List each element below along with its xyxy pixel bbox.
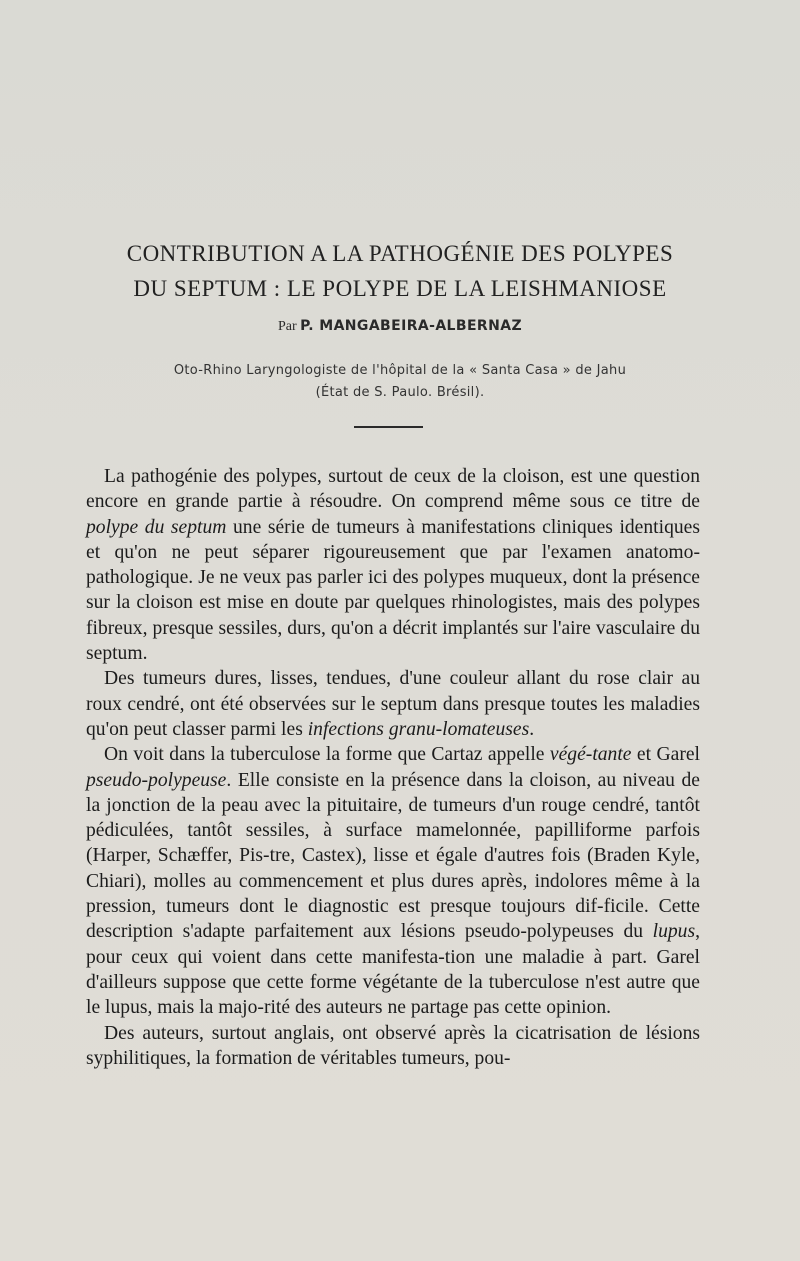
paragraph-4: Des auteurs, surtout anglais, ont observé après la cicatrisation de lésions syphilitiques, la formation de véritables tumeurs, pou- — [86, 1022, 700, 1069]
affiliation-line-2: (État de S. Paulo. Brésil). — [315, 385, 485, 400]
separator-rule — [354, 426, 423, 428]
title-line-2: DU SEPTUM : LE POLYPE DE LA LEISHMANIOSE — [133, 276, 667, 301]
article-body — [86, 464, 700, 1071]
paragraph-3: On voit dans la tuberculose la forme que Cartaz appelle végé-tante et Garel pseudo-polypeuse. Elle consiste en la présence dans la cloison, au niveau de la jonction de la peau avec la pituitaire, de tumeurs d'un rouge cendré, tantôt pédiculées, tantôt sessiles, à surface mamelonnée, papilliforme parfois (Harper, Schæffer, Pis-tre, Castex), lisse et égale d'autres fois (Braden Kyle, Chiari), molles au commencement et plus dures après, indolores même à la pression, tumeurs dont le diagnostic est presque toujours dif-ficile. Cette description s'adapte parfaitement aux lésions pseudo-polypeuses du lupus, pour ceux qui voient dans cette manifesta-tion une maladie à part. Garel d'ailleurs suppose que cette forme végétante de la tuberculose n'est autre que le lupus, mais la majo-rité des auteurs ne partage pas cette opinion. — [86, 744, 700, 1019]
title-line-1: CONTRIBUTION A LA PATHOGÉNIE DES POLYPES — [126, 241, 674, 266]
paragraph-1: La pathogénie des polypes, surtout de ceux de la cloison, est une question encore en grande partie à résoudre. On comprend même sous ce titre de polype du septum une série de tumeurs à manifestations cliniques identiques et qu'on ne peut séparer rigoureusement que par l'examen anatomo-pathologique. Je ne veux pas parler ici des polypes muqueux, dont la présence sur la cloison est mise en doute par quelques rhinologistes, mais des polypes fibreux, presque sessiles, durs, qu'on a décrit implantés sur l'aire vasculaire du septum. — [86, 466, 700, 665]
author-name: P. MANGABEIRA-ALBERNAZ — [300, 318, 522, 334]
byline — [0, 318, 800, 335]
by-prefix: Par — [277, 319, 297, 334]
author-affiliation — [60, 360, 740, 404]
article-title — [60, 236, 740, 306]
paragraph-2: Des tumeurs dures, lisses, tendues, d'une couleur allant du rose clair au roux cendré, ont été observées sur le septum dans presque toutes les maladies qu'on peut classer parmi les infections granu-lomateuses. — [86, 668, 700, 740]
affiliation-line-1: Oto-Rhino Laryngologiste de l'hôpital de la « Santa Casa » de Jahu — [173, 363, 627, 378]
